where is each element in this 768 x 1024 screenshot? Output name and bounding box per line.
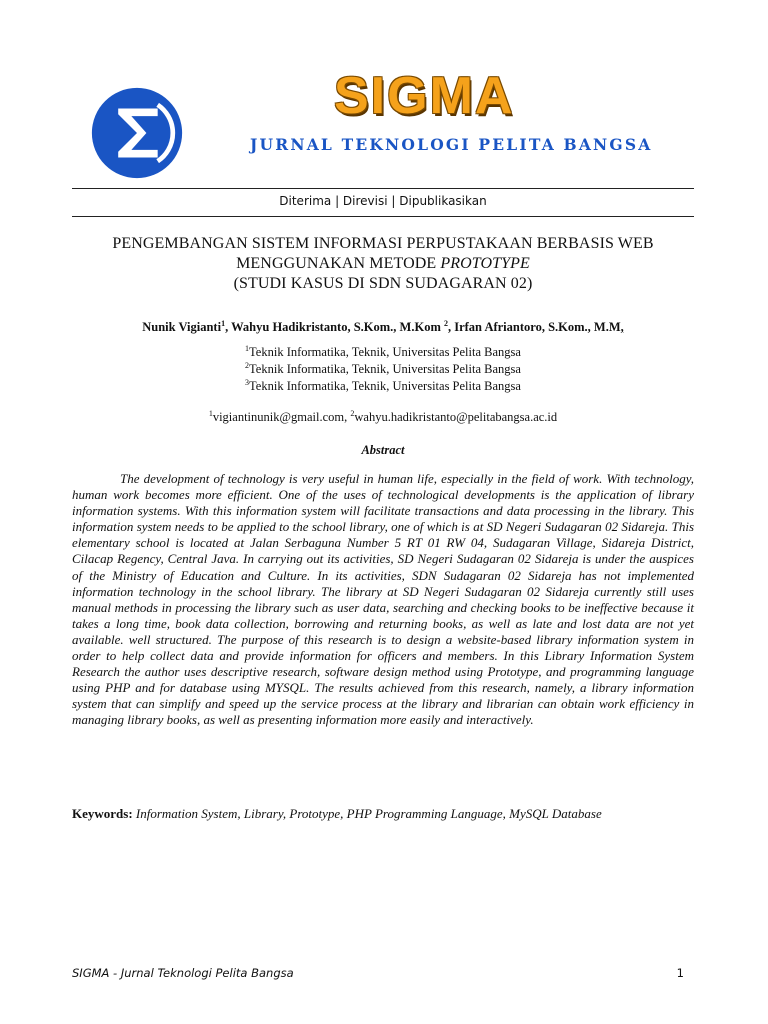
keywords-label: Keywords: xyxy=(72,806,133,821)
header-rule-bottom xyxy=(72,216,694,217)
journal-name: JURNAL TEKNOLOGI PELITA BANGSA xyxy=(250,135,653,154)
author-emails xyxy=(72,410,694,425)
author-sup: 2 xyxy=(443,318,448,328)
author-name: Irfan Afriantoro, S.Kom., M.M xyxy=(454,320,621,334)
affiliation-text: Teknik Informatika, Teknik, Universitas Pelita Bangsa xyxy=(249,362,521,376)
title-line-2-italic: PROTOTYPE xyxy=(440,255,530,272)
abstract-body: The development of technology is very useful in human life, especially in the field of work. With technology, human work becomes more efficient. One of the uses of technological developments is the application of library information systems. With this information system will facilitate transactions and data processing in the library. This information system needs to be applied to the school library, one of which is at SD Negeri Sudagaran 02 Sidareja. This elementary school is located at Jalan Serbaguna Number 5 RT 01 RW 04, Sudagaran Village, Sidareja District, Cilacap Regency, Central Java. In carrying out its activities, SD Negeri Sudagaran 02 Sidareja is under the auspices of the Ministry of Education and Culture. In its activities, SDN Sudagaran 02 Sidareja has not implemented information technology in the school library. The library at SD Negeri Sudagaran 02 Sidareja currently still uses manual methods in processing the library such as user data, searching and checking books to be ineffective because it takes a long time, book data collection, borrowing and returning books, as well as late and lost data are not yet available. well structured. The purpose of this research is to design a website-based library information system in order to help collect data and provide information for officers and members. In this Library Information System Research the author uses descriptive research, software design method using Prototype, and programming language using PHP and for database using MYSQL. The results achieved from this research, namely, a library information system that can simplify and speed up the service process at the library and librarian can obtain work efficiency in managing library books, as well as presenting information more easily and interactively. xyxy=(72,471,694,728)
affiliation-item xyxy=(72,344,694,361)
author-name: Wahyu Hadikristanto, S.Kom., M.Kom xyxy=(231,320,441,334)
affiliation-sup: 2 xyxy=(245,360,250,370)
email-sup: 1 xyxy=(208,408,213,418)
affiliation-sup: 1 xyxy=(245,343,250,353)
title-line-1: PENGEMBANGAN SISTEM INFORMASI PERPUSTAKAAN BERBASIS WEB xyxy=(112,235,654,252)
author-list xyxy=(72,320,694,335)
email-sup: 2 xyxy=(350,408,355,418)
title-line-3: (STUDI KASUS DI SDN SUDAGARAN 02) xyxy=(233,275,533,292)
journal-brand: SIGMA xyxy=(334,67,515,125)
affiliation-item xyxy=(72,361,694,378)
affiliation-item xyxy=(72,378,694,395)
affiliation-list xyxy=(72,344,694,395)
title-line-2-text: MENGGUNAKAN METODE xyxy=(236,255,441,272)
email-link[interactable]: vigiantinunik@gmail.com, xyxy=(212,410,351,424)
affiliation-sup: 3 xyxy=(245,377,250,387)
footer-journal: SIGMA - Jurnal Teknologi Pelita Bangsa xyxy=(72,966,294,980)
affiliation-text: Teknik Informatika, Teknik, Universitas Pelita Bangsa xyxy=(249,379,521,393)
author-sup: 1 xyxy=(221,318,226,328)
keywords xyxy=(72,806,694,822)
affiliation-text: Teknik Informatika, Teknik, Universitas Pelita Bangsa xyxy=(249,345,521,359)
author-sep: , xyxy=(225,320,232,334)
author-sep: , xyxy=(447,320,455,334)
sigma-logo-icon xyxy=(90,86,184,180)
email-link[interactable]: wahyu.hadikristanto@pelitabangsa.ac.id xyxy=(354,410,558,424)
author-name: Nunik Vigianti xyxy=(142,320,222,334)
page-number: 1 xyxy=(676,966,684,980)
title-line-2 xyxy=(72,254,694,274)
paper-title xyxy=(72,234,694,294)
author-sep: , xyxy=(620,320,624,334)
publication-status: Diterima | Direvisi | Dipublikasikan xyxy=(279,194,487,208)
header-rule-top xyxy=(72,188,694,189)
abstract-heading: Abstract xyxy=(361,443,405,457)
keywords-list: Information System, Library, Prototype, PHP Programming Language, MySQL Database xyxy=(132,806,602,821)
